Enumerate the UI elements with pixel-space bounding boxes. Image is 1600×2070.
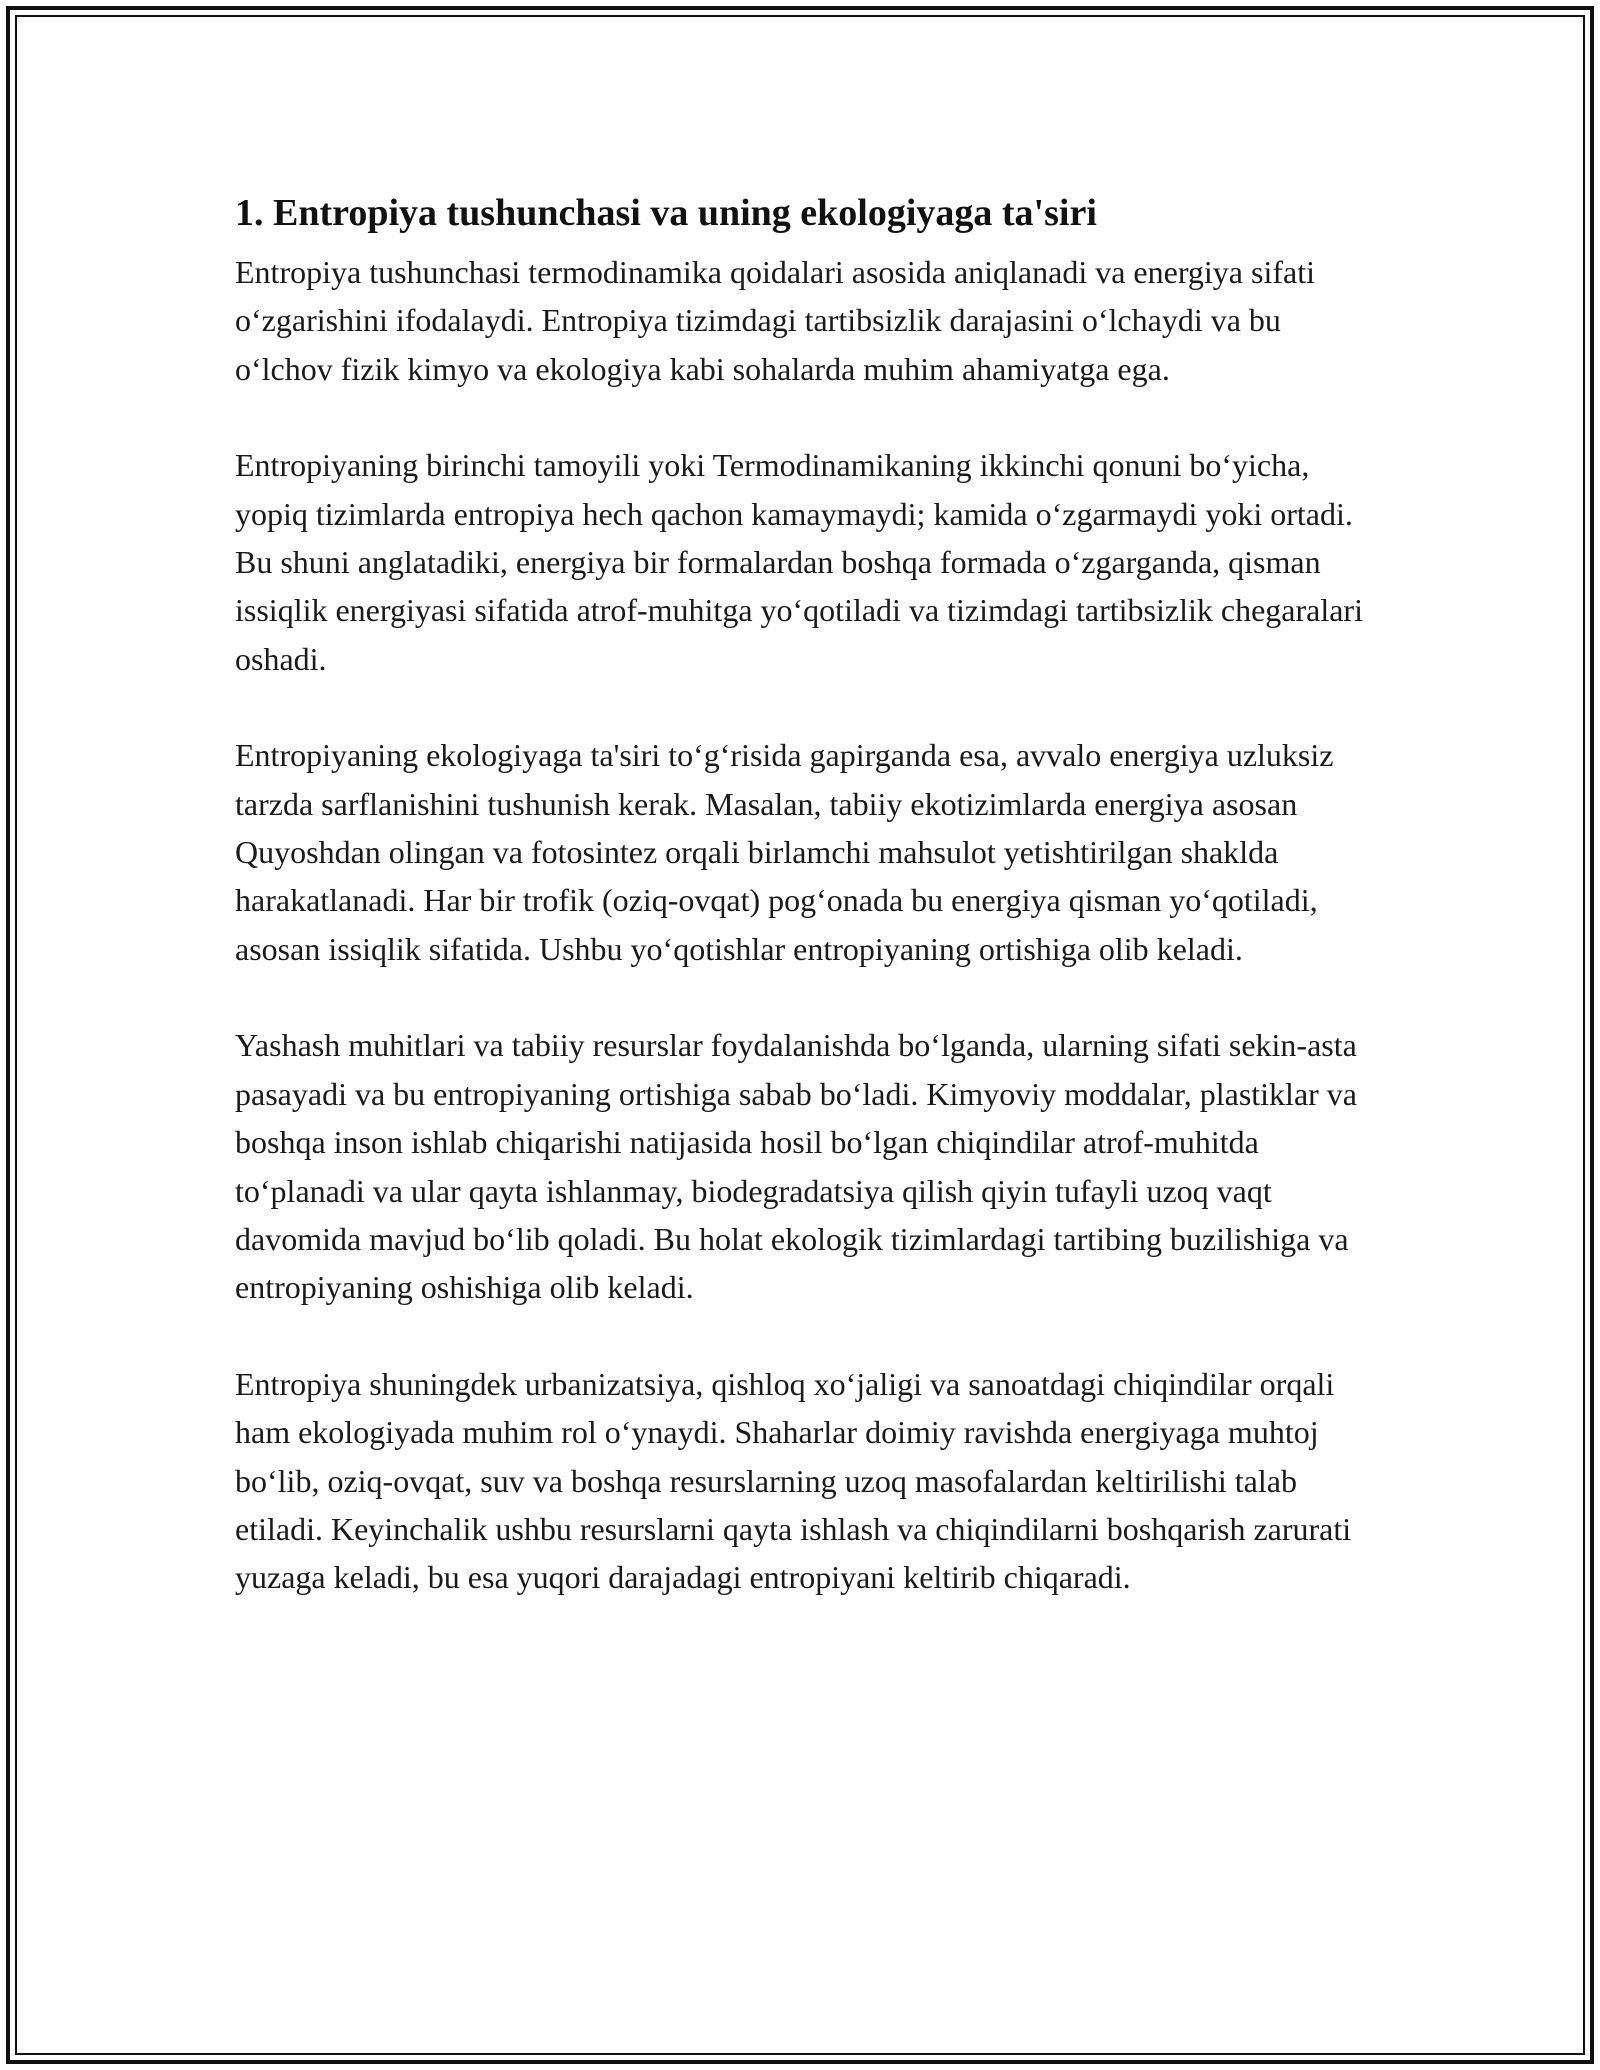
paragraph-1: Entropiya tushunchasi termodinamika qoidalari asosida aniqlanadi va energiya sifati o‘zgarishini ifodalaydi. Entropiya tizimdagi tartibsizlik darajasini o‘lchaydi va bu o‘lchov fizik kimyo va ekologiya kabi sohalarda muhim ahamiyatga ega. [235, 254, 1315, 387]
document-body [235, 184, 1375, 1602]
paragraph-4: Yashash muhitlari va tabiiy resurslar foydalanishda bo‘lganda, ularning sifati sekin-asta pasayadi va bu entropiyaning ortishiga sabab bo‘ladi. Kimyoviy moddalar, plastiklar va boshqa inson ishlab chiqarishi natijasida hosil bo‘lgan chiqindilar atrof-muhitda to‘planadi va ular qayta ishlanmay, biodegradatsiya qilish qiyin tufayli uzoq vaqt davomida mavjud bo‘lib qoladi. Bu holat ekologik tizimlardagi tartibing buzilishiga va entropiyaning oshishiga olib keladi. [235, 1027, 1357, 1306]
paragraph-2: Entropiyaning birinchi tamoyili yoki Termodinamikaning ikkinchi qonuni bo‘yicha, yopiq tizimlarda entropiya hech qachon kamaymaydi; kamida o‘zgarmaydi yoki ortadi. Bu shuni anglatadiki, energiya bir formalardan boshqa formada o‘zgarganda, qisman issiqlik energiyasi sifatida atrof-muhitga yo‘qotiladi va tizimdagi tartibsizlik chegaralari oshadi. [235, 447, 1363, 677]
paragraph-3: Entropiyaning ekologiyaga ta'siri to‘g‘risida gapirganda esa, avvalo energiya uzluksiz tarzda sarflanishini tushunish kerak. Masalan, tabiiy ekotizimlarda energiya asosan Quyoshdan olingan va fotosintez orqali birlamchi mahsulot yetishtirilgan shaklda harakatlanadi. Har bir trofik (oziq-ovqat) pog‘onada bu energiya qisman yo‘qotiladi, asosan issiqlik sifatida. Ushbu yo‘qotishlar entropiyaning ortishiga olib keladi. [235, 737, 1334, 967]
paragraph-5: Entropiya shuningdek urbanizatsiya, qishloq xo‘jaligi va sanoatdagi chiqindilar orqali ham ekologiyada muhim rol o‘ynaydi. Shaharlar doimiy ravishda energiyaga muhtoj bo‘lib, oziq-ovqat, suv va boshqa resurslarning uzoq masofalardan keltirilishi talab etiladi. Keyinchalik ushbu resurslarni qayta ishlash va chiqindilarni boshqarish zarurati yuzaga keladi, bu esa yuqori darajadagi entropiyani keltirib chiqaradi. [235, 1365, 1352, 1596]
section-heading: 1. Entropiya tushunchasi va uning ekologiyaga ta'siri [235, 192, 1097, 234]
